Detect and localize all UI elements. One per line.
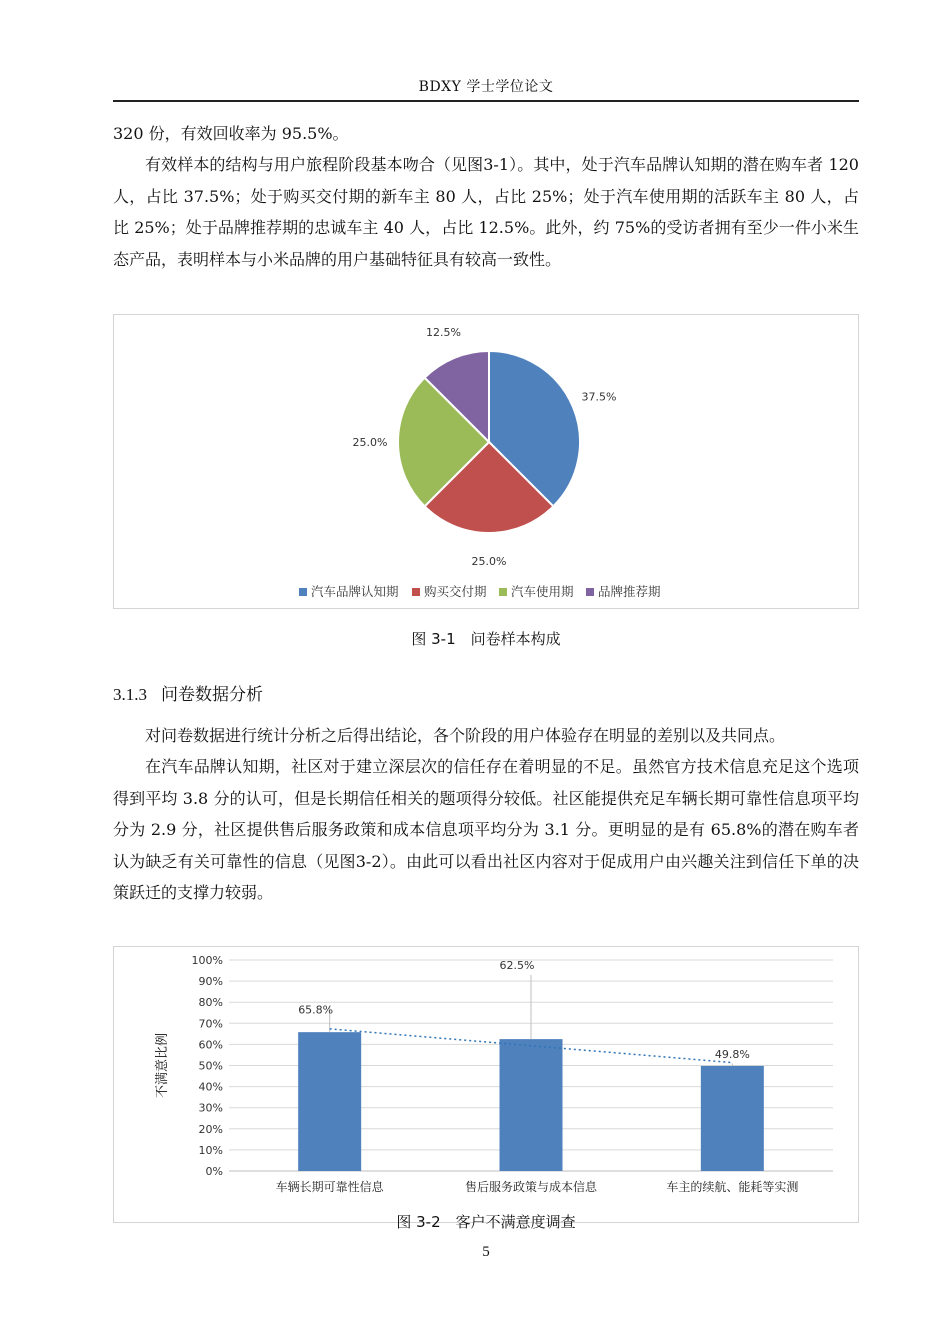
figure-3-2-frame [113, 946, 859, 1223]
bar [500, 1039, 563, 1171]
text-block-1 [113, 118, 859, 275]
y-tick-label: 50% [198, 1059, 223, 1073]
pie-data-label: 25.0% [471, 555, 507, 568]
pie-data-label: 12.5% [425, 326, 461, 340]
section-number: 3.1.3 [113, 685, 147, 704]
section-title: 问卷数据分析 [161, 685, 263, 705]
text-block-2 [113, 720, 859, 908]
pie-data-label: 25.0% [352, 436, 388, 449]
bar-data-label: 49.8% [714, 1047, 750, 1061]
pie-chart [114, 315, 858, 608]
section-heading [113, 680, 263, 705]
y-tick-label: 30% [198, 1101, 223, 1115]
y-axis-label: 不满意比例 [155, 1032, 170, 1099]
paragraph-1: 320 份，有效回收率为 95.5%。 [113, 124, 349, 143]
legend-swatch [499, 588, 507, 596]
y-tick-label: 80% [198, 996, 223, 1010]
y-tick-label: 40% [198, 1080, 223, 1094]
y-tick-label: 10% [198, 1143, 223, 1157]
bar-data-label: 62.5% [499, 958, 535, 972]
page-number: 5 [482, 1244, 490, 1260]
x-tick-label: 车主的续航、能耗等实测 [666, 1180, 799, 1194]
paragraph-4: 在汽车品牌认知期，社区对于建立深层次的信任存在着明显的不足。虽然官方技术信息充足这个选项得到平均 3.8 分的认可，但是长期信任相关的题项得分较低。社区能提供充足车辆长期可靠性信息项平均分为 2.9 分，社区提供售后服务政策和成本信息项平均分为 3.1 分。更明显的是有 65.8%的潜在购车者认为缺乏有关可靠性的信息（见图3-2）。由此可以看出社区内容对于促成用户由兴趣关注到信任下单的决策跃迁的支撑力较弱。 [113, 757, 859, 903]
bar [701, 1066, 764, 1171]
y-tick-label: 20% [198, 1122, 223, 1136]
bar [298, 1032, 361, 1171]
y-tick-label: 70% [198, 1017, 223, 1031]
legend-label: 汽车品牌认知期 [311, 584, 399, 599]
legend-swatch [586, 588, 594, 596]
figure-3-1-frame [113, 314, 859, 609]
legend-swatch [412, 588, 420, 596]
y-tick-label: 0% [205, 1165, 223, 1178]
y-tick-label: 100% [191, 954, 223, 967]
header-rule [113, 100, 859, 102]
legend-label: 品牌推荐期 [598, 584, 661, 599]
pie-data-label: 37.5% [581, 390, 617, 404]
y-tick-label: 90% [198, 975, 223, 989]
legend-label: 汽车使用期 [511, 584, 574, 599]
legend-label: 购买交付期 [424, 584, 487, 599]
legend-swatch [299, 588, 307, 596]
running-header: BDXY 学士学位论文 [418, 79, 554, 95]
y-tick-label: 60% [198, 1038, 223, 1052]
paragraph-3: 对问卷数据进行统计分析之后得出结论，各个阶段的用户体验存在明显的差别以及共同点。 [145, 726, 786, 745]
x-tick-label: 车辆长期可靠性信息 [275, 1180, 384, 1194]
bar-data-label: 65.8% [298, 1003, 334, 1017]
figure-3-2-caption: 图 3-2 客户不满意度调查 [396, 1213, 576, 1231]
figure-3-1-caption: 图 3-1 问卷样本构成 [411, 630, 561, 648]
bar-chart [114, 947, 858, 1222]
paragraph-2: 有效样本的结构与用户旅程阶段基本吻合（见图3-1）。其中，处于汽车品牌认知期的潜在购车者 120 人，占比 37.5%；处于购买交付期的新车主 80 人，占比 25%；处于汽车使用期的活跃车主 80 人，占比 25%；处于品牌推荐期的忠诚车主 40 人，占比 12.5%。此外，约 75%的受访者拥有至少一件小米生态产品，表明样本与小米品牌的用户基础特征具有较高一致性。 [113, 155, 859, 269]
x-tick-label: 售后服务政策与成本信息 [464, 1180, 598, 1194]
